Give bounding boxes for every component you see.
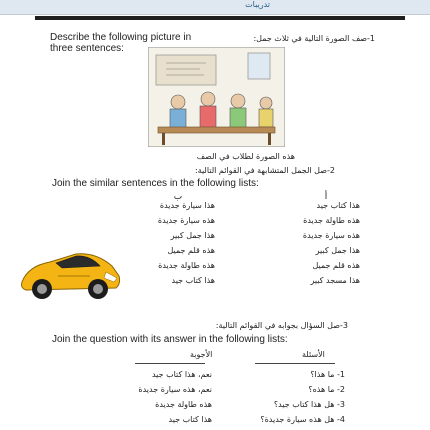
questions-header-underline [255,363,335,364]
exercise1-instruction-ar: 1-صف الصورة التالية في ثلاث جمل: [253,34,375,43]
exercise3-instruction-ar: 3-صل السؤال بجوابه في القوائم التالية: [215,321,348,330]
list-item: هذا جمل كبير [315,246,360,255]
exercise2-instruction-en: Join the similar sentences in the following lists: [52,178,259,189]
exercise3-instruction-en: Join the question with its answer in the following lists: [52,334,288,345]
list-item: هذه قلم جميل [167,246,215,255]
exercise1-instruction-en: Describe the following picture in three sentences: [50,32,192,54]
list-item: هذه طاولة جديدة [155,400,212,409]
questions-column [250,367,345,427]
list-item: 2- ما هذه؟ [308,385,345,394]
header-bar [0,0,430,15]
list-item: هذا كتاب جيد [168,415,212,424]
list-column-a [270,198,360,288]
list-item: نعم، هذا كتاب جيد [151,370,212,379]
list-item: نعم، هذه سيارة جديدة [138,385,212,394]
list-item: هذه طاولة جديدة [158,261,215,270]
list-item: هذا جمل كبير [170,231,215,240]
page-title: تدريبات [245,0,270,9]
list-item: 3- هل هذا كتاب جيد؟ [273,400,345,409]
picture-caption: هذه الصورة لطلاب في الصف [196,152,295,161]
list-item: هذا مسجد كبير [310,276,360,285]
title-band [35,16,405,20]
answers-header: الأجوبة [190,350,213,359]
list-column-b [125,198,215,288]
answers-column [132,367,212,427]
list-item: 4- هل هذه سيارة جديدة؟ [260,415,345,424]
list-item: هذا كتاب جيد [171,276,215,285]
list-item: هذه سيارة جديدة [157,216,215,225]
questions-header: الأسئلة [302,350,325,359]
answers-header-underline [135,363,205,364]
exercise2-instruction-ar: 2-صل الجمل المتشابهة في القوائم التالية: [195,166,335,175]
classroom-illustration [148,47,285,147]
column-letter-b: ب [173,192,183,202]
list-item: هذه سيارة جديدة [302,231,360,240]
list-item: 1- ما هذا؟ [310,370,345,379]
sports-car-illustration [18,236,123,306]
list-item: هذه قلم جميل [312,261,360,270]
list-item: هذا سيارة جديدة [159,201,215,210]
list-item: هذا كتاب جيد [316,201,360,210]
list-item: هذه طاولة جديدة [303,216,360,225]
column-letter-a: أ [324,192,328,202]
